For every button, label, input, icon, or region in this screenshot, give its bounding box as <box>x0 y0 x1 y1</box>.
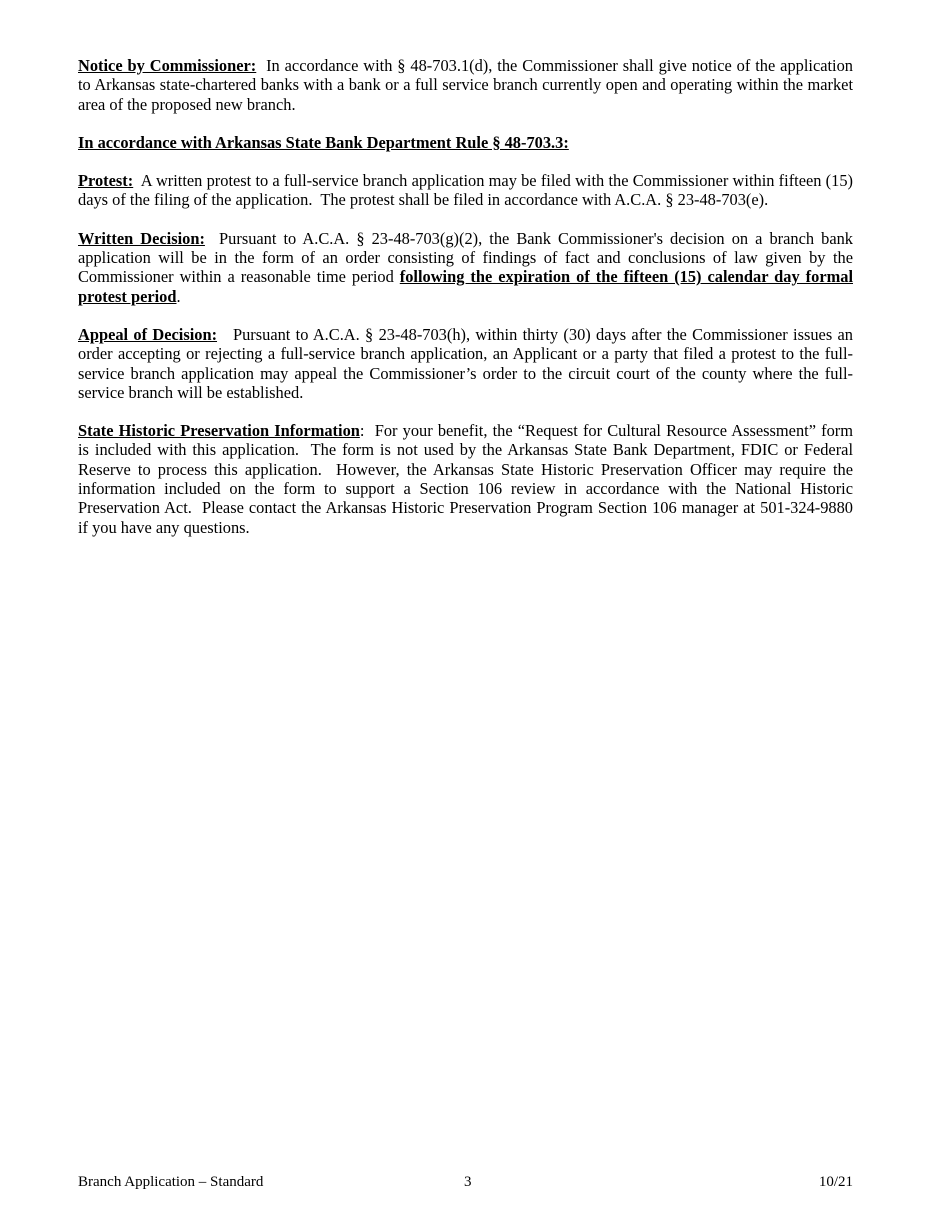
written-decision-lead: Written Decision: <box>78 228 205 248</box>
protest-paragraph <box>78 171 858 210</box>
written-decision-text: Pursuant to A.C.A. § 23-48-703(g)(2), the Bank Commissioner's decision on a branch bank application will be in the form of an order consisting of findings of fact and conclusions of law given by the Commissioner within a reasonable time period <box>78 228 858 287</box>
written-decision-tail: . <box>176 286 181 306</box>
notice-paragraph <box>78 56 858 114</box>
page-footer <box>78 1172 853 1192</box>
written-decision-emphasis: following the expiration of the fifteen (15) calendar day formal protest period <box>78 267 853 306</box>
protest-lead: Protest: <box>78 171 134 191</box>
footer-document-title: Branch Application – Standard <box>78 1174 264 1190</box>
footer-page-number: 3 <box>464 1174 472 1190</box>
appeal-text: Pursuant to A.C.A. § 23-48-703(h), within thirty (30) days after the Commissioner issues an order accepting or rejecting a full-service branch application, an Applicant or a party that filed a protest to the full-service branch application may appeal the Commissioner’s order to the circuit court of the county where the full-service branch will be established. <box>78 324 858 402</box>
written-decision-paragraph <box>78 228 858 306</box>
historic-text: For your benefit, the “Request for Cultural Resource Assessment” form is included with this application. The form is not used by the Arkansas State Bank Department, FDIC or Federal Reserve to process this application. However, the Arkansas State Historic Preservation Officer may require the information included on the form to support a Section 106 review in accordance with the National Historic Preservation Act. Please contact the Arkansas Historic Preservation Program Section 106 manager at 501-324-9880 if you have any questions. <box>78 421 858 537</box>
rule-heading: In accordance with Arkansas State Bank Department Rule § 48-703.3: <box>78 132 569 152</box>
appeal-lead: Appeal of Decision: <box>78 324 218 344</box>
document-body <box>78 56 858 556</box>
notice-lead: Notice by Commissioner: <box>78 56 257 75</box>
historic-paragraph <box>78 421 858 537</box>
historic-colon: : <box>359 421 365 441</box>
protest-text: A written protest to a full-service branch application may be filed with the Commissioner within fifteen (15) days of the filing of the application. The protest shall be filed in accordance with A.C.A. § 23-48-703(e). <box>78 171 858 210</box>
appeal-paragraph <box>78 324 858 402</box>
notice-text: In accordance with § 48-703.1(d), the Commissioner shall give notice of the application to Arkansas state-chartered banks with a bank or a full service branch currently open and operating within the market area of the proposed new branch. <box>78 56 858 114</box>
footer-revision-date: 10/21 <box>818 1174 853 1190</box>
historic-lead: State Historic Preservation Information <box>78 421 360 441</box>
